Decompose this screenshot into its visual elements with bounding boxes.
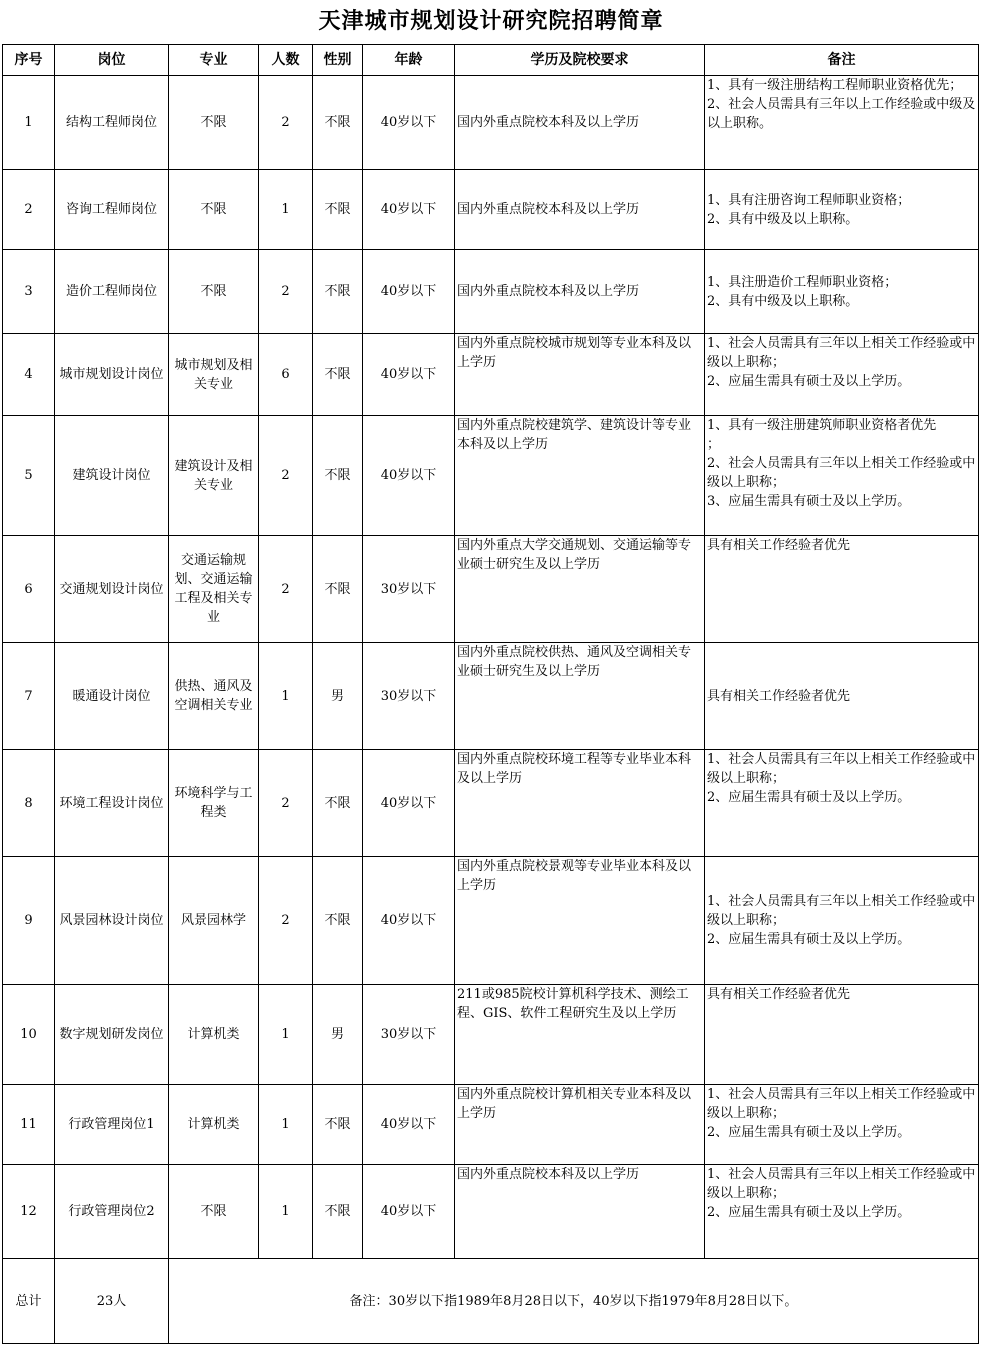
row-age: 40岁以下 (363, 1085, 455, 1165)
row-number: 7 (3, 643, 55, 750)
row-age: 30岁以下 (363, 536, 455, 643)
row-gender: 不限 (313, 334, 363, 416)
row-age: 30岁以下 (363, 985, 455, 1085)
row-post: 交通规划设计岗位 (55, 536, 169, 643)
row-age: 40岁以下 (363, 250, 455, 334)
table-row (3, 1165, 979, 1259)
row-remark: 1、社会人员需具有三年以上相关工作经验或中级以上职称； 2、应届生需具有硕士及以上学历。 (705, 750, 979, 857)
row-count: 6 (259, 334, 313, 416)
table-row (3, 334, 979, 416)
row-education: 211或985院校计算机科学技术、测绘工程、GIS、软件工程研究生及以上学历 (455, 985, 705, 1085)
row-age: 40岁以下 (363, 1165, 455, 1259)
header-education: 学历及院校要求 (455, 45, 705, 76)
row-education: 国内外重点院校景观等专业毕业本科及以上学历 (455, 857, 705, 985)
row-post: 咨询工程师岗位 (55, 170, 169, 250)
row-age: 40岁以下 (363, 76, 455, 170)
row-number: 10 (3, 985, 55, 1085)
row-major: 不限 (169, 170, 259, 250)
table-row (3, 170, 979, 250)
row-count: 1 (259, 643, 313, 750)
total-count: 23人 (55, 1259, 169, 1344)
row-gender: 不限 (313, 1165, 363, 1259)
row-post: 暖通设计岗位 (55, 643, 169, 750)
total-label: 总计 (3, 1259, 55, 1344)
row-number: 8 (3, 750, 55, 857)
table-row (3, 536, 979, 643)
row-age: 40岁以下 (363, 170, 455, 250)
row-post: 风景园林设计岗位 (55, 857, 169, 985)
row-number: 11 (3, 1085, 55, 1165)
row-major: 不限 (169, 250, 259, 334)
row-remark: 1、具有一级注册结构工程师职业资格优先； 2、社会人员需具有三年以上工作经验或中级及以上职称。 (705, 76, 979, 170)
row-remark: 具有相关工作经验者优先 (705, 643, 979, 750)
table-row (3, 985, 979, 1085)
table-body (3, 76, 979, 1259)
row-count: 1 (259, 170, 313, 250)
row-education: 国内外重点院校供热、通风及空调相关专业硕士研究生及以上学历 (455, 643, 705, 750)
row-major: 不限 (169, 76, 259, 170)
row-count: 2 (259, 750, 313, 857)
total-row (3, 1259, 979, 1344)
row-number: 9 (3, 857, 55, 985)
row-post: 行政管理岗位1 (55, 1085, 169, 1165)
row-education: 国内外重点院校环境工程等专业毕业本科及以上学历 (455, 750, 705, 857)
row-count: 1 (259, 1165, 313, 1259)
row-gender: 男 (313, 985, 363, 1085)
row-major: 不限 (169, 1165, 259, 1259)
row-count: 1 (259, 1085, 313, 1165)
row-remark: 1、社会人员需具有三年以上相关工作经验或中级以上职称； 2、应届生需具有硕士及以上学历。 (705, 857, 979, 985)
table-header-row (3, 45, 979, 76)
row-post: 造价工程师岗位 (55, 250, 169, 334)
row-number: 6 (3, 536, 55, 643)
row-remark: 1、社会人员需具有三年以上相关工作经验或中级以上职称； 2、应届生需具有硕士及以上学历。 (705, 1085, 979, 1165)
row-major: 环境科学与工程类 (169, 750, 259, 857)
row-count: 2 (259, 857, 313, 985)
row-remark: 1、具有注册咨询工程师职业资格； 2、具有中级及以上职称。 (705, 170, 979, 250)
row-remark: 1、社会人员需具有三年以上相关工作经验或中级以上职称； 2、应届生需具有硕士及以上学历。 (705, 334, 979, 416)
header-no: 序号 (3, 45, 55, 76)
row-number: 12 (3, 1165, 55, 1259)
row-education: 国内外重点院校建筑学、建筑设计等专业本科及以上学历 (455, 416, 705, 536)
row-age: 40岁以下 (363, 857, 455, 985)
row-post: 环境工程设计岗位 (55, 750, 169, 857)
header-remark: 备注 (705, 45, 979, 76)
row-post: 结构工程师岗位 (55, 76, 169, 170)
row-remark: 1、社会人员需具有三年以上相关工作经验或中级以上职称； 2、应届生需具有硕士及以上学历。 (705, 1165, 979, 1259)
row-post: 城市规划设计岗位 (55, 334, 169, 416)
row-post: 建筑设计岗位 (55, 416, 169, 536)
row-education: 国内外重点院校城市规划等专业本科及以上学历 (455, 334, 705, 416)
row-remark: 1、具有一级注册建筑师职业资格者优先 ； 2、社会人员需具有三年以上相关工作经验或中级以上职称； 3、应届生需具有硕士及以上学历。 (705, 416, 979, 536)
recruitment-table (2, 44, 979, 1344)
row-gender: 不限 (313, 170, 363, 250)
row-count: 2 (259, 416, 313, 536)
row-number: 3 (3, 250, 55, 334)
row-major: 计算机类 (169, 985, 259, 1085)
row-education: 国内外重点大学交通规划、交通运输等专业硕士研究生及以上学历 (455, 536, 705, 643)
row-age: 40岁以下 (363, 750, 455, 857)
row-count: 2 (259, 536, 313, 643)
row-gender: 不限 (313, 416, 363, 536)
row-remark: 具有相关工作经验者优先 (705, 536, 979, 643)
row-count: 1 (259, 985, 313, 1085)
row-education: 国内外重点院校本科及以上学历 (455, 170, 705, 250)
header-count: 人数 (259, 45, 313, 76)
row-post: 数字规划研发岗位 (55, 985, 169, 1085)
row-education: 国内外重点院校计算机相关专业本科及以上学历 (455, 1085, 705, 1165)
row-age: 40岁以下 (363, 334, 455, 416)
table-row (3, 643, 979, 750)
row-count: 2 (259, 76, 313, 170)
table-row (3, 750, 979, 857)
row-post: 行政管理岗位2 (55, 1165, 169, 1259)
row-gender: 不限 (313, 250, 363, 334)
row-education: 国内外重点院校本科及以上学历 (455, 250, 705, 334)
table-row (3, 857, 979, 985)
row-number: 5 (3, 416, 55, 536)
row-number: 2 (3, 170, 55, 250)
row-major: 城市规划及相关专业 (169, 334, 259, 416)
row-education: 国内外重点院校本科及以上学历 (455, 1165, 705, 1259)
row-remark: 1、具注册造价工程师职业资格； 2、具有中级及以上职称。 (705, 250, 979, 334)
row-gender: 不限 (313, 1085, 363, 1165)
table-row (3, 1085, 979, 1165)
row-major: 供热、通风及空调相关专业 (169, 643, 259, 750)
row-age: 40岁以下 (363, 416, 455, 536)
row-major: 交通运输规划、交通运输工程及相关专业 (169, 536, 259, 643)
row-gender: 男 (313, 643, 363, 750)
row-gender: 不限 (313, 857, 363, 985)
row-major: 风景园林学 (169, 857, 259, 985)
total-note: 备注：30岁以下指1989年8月28日以下，40岁以下指1979年8月28日以下。 (169, 1259, 979, 1344)
page-title: 天津城市规划设计研究院招聘简章 (318, 9, 664, 34)
row-number: 4 (3, 334, 55, 416)
row-gender: 不限 (313, 76, 363, 170)
row-education: 国内外重点院校本科及以上学历 (455, 76, 705, 170)
table-row (3, 250, 979, 334)
table-row (3, 416, 979, 536)
row-remark: 具有相关工作经验者优先 (705, 985, 979, 1085)
row-number: 1 (3, 76, 55, 170)
header-major: 专业 (169, 45, 259, 76)
row-gender: 不限 (313, 536, 363, 643)
header-gender: 性别 (313, 45, 363, 76)
row-age: 30岁以下 (363, 643, 455, 750)
row-count: 2 (259, 250, 313, 334)
row-major: 计算机类 (169, 1085, 259, 1165)
header-age: 年龄 (363, 45, 455, 76)
table-row (3, 76, 979, 170)
row-major: 建筑设计及相关专业 (169, 416, 259, 536)
header-post: 岗位 (55, 45, 169, 76)
row-gender: 不限 (313, 750, 363, 857)
